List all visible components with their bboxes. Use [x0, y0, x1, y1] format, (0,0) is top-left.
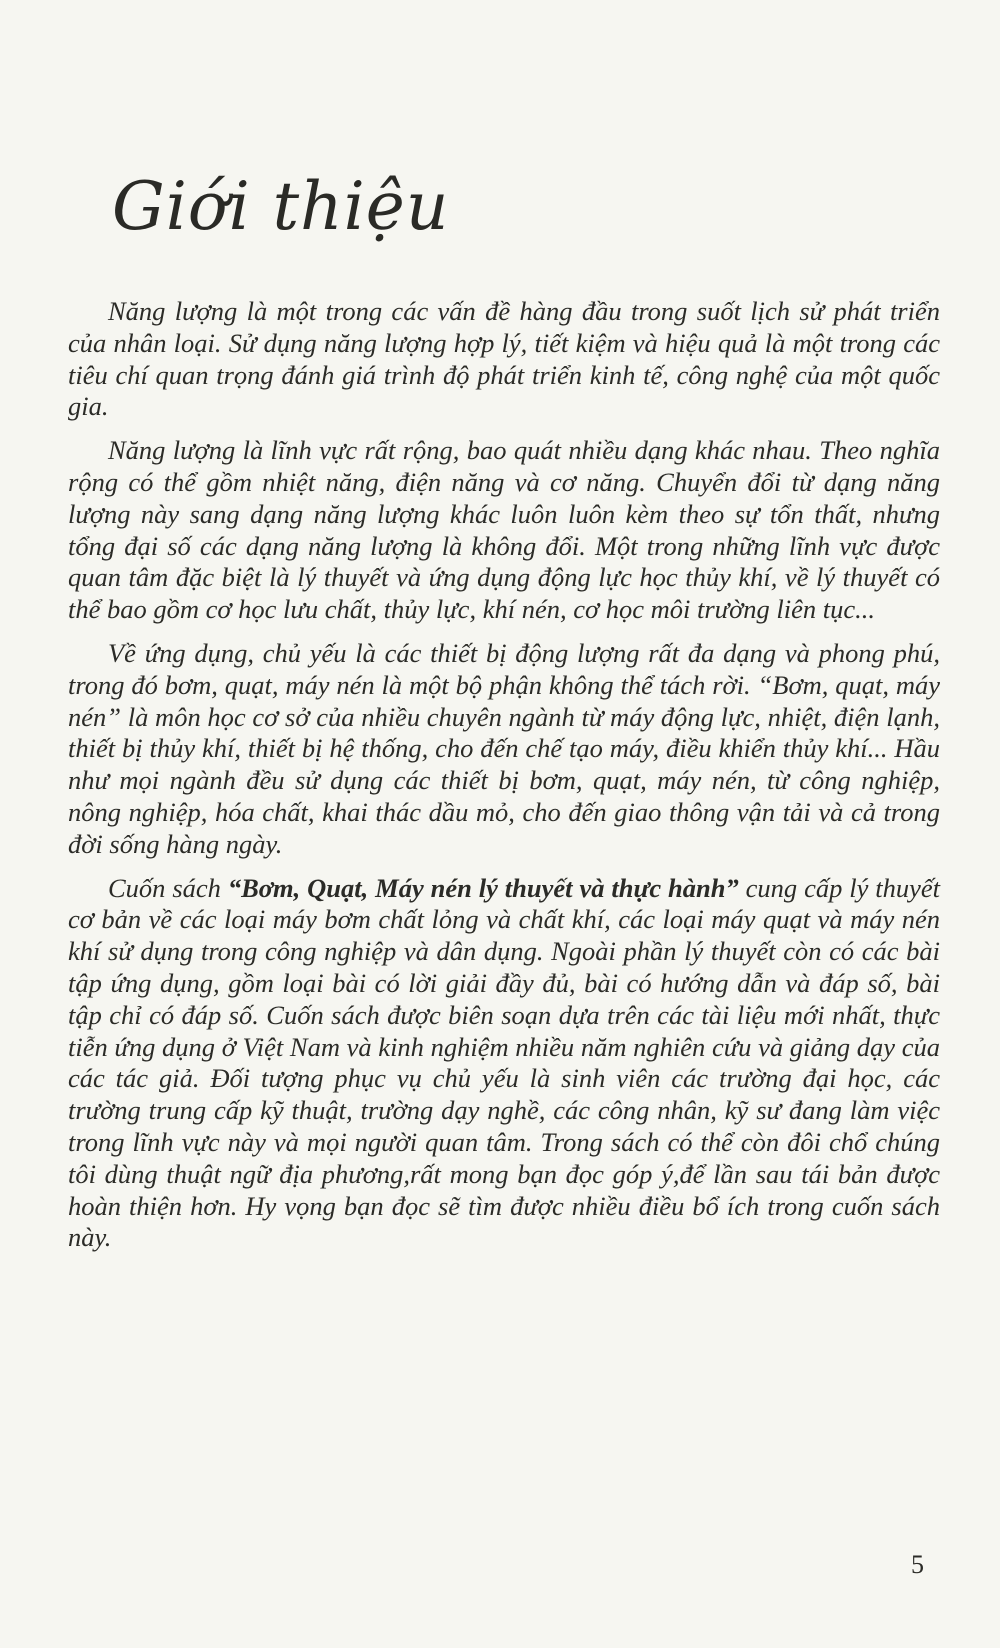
book-title: “Bơm, Quạt, Máy nén lý thuyết và thực hành” [227, 872, 739, 903]
page-title: Giới thiệu [112, 168, 450, 245]
page-number: 5 [911, 1550, 924, 1579]
paragraph-2: Năng lượng là lĩnh vực rất rộng, bao quát nhiều dạng khác nhau. Theo nghĩa rộng có thể gồm nhiệt năng, điện năng và cơ năng. Chuyển đổi từ dạng năng lượng này sang dạng năng lượng khác luôn luôn kèm theo sự tổn thất, nhưng tổng đại số các dạng năng lượng là không đổi. Một trong những lĩnh vực được quan tâm đặc biệt là lý thuyết và ứng dụng động lực học thủy khí, về lý thuyết có thể bao gồm cơ học lưu chất, thủy lực, khí nén, cơ học môi trường liên tục... [68, 435, 940, 625]
paragraph-3: Về ứng dụng, chủ yếu là các thiết bị động lượng rất đa dạng và phong phú, trong đó bơm, quạt, máy nén là một bộ phận không thể tách rời. “Bơm, quạt, máy nén” là môn học cơ sở của nhiều chuyên ngành từ máy động lực, nhiệt, điện lạnh, thiết bị thủy khí, thiết bị hệ thống, cho đến chế tạo máy, điều khiển thủy khí... Hầu như mọi ngành đều sử dụng các thiết bị bơm, quạt, máy nén, từ công nghiệp, nông nghiệp, hóa chất, khai thác dầu mỏ, cho đến giao thông vận tải và cả trong đời sống hàng ngày. [68, 637, 940, 859]
paragraph-1: Năng lượng là một trong các vấn đề hàng đầu trong suốt lịch sử phát triển của nhân loại. Sử dụng năng lượng hợp lý, tiết kiệm và hiệu quả là một trong các tiêu chí quan trọng đánh giá trình độ phát triển kinh tế, công nghệ của một quốc gia. [68, 296, 940, 422]
body-text [68, 296, 940, 1266]
paragraph-4 [68, 873, 940, 1255]
paragraph-4-rest: cung cấp lý thuyết cơ bản về các loại máy bơm chất lỏng và chất khí, các loại máy quạt và máy nén khí sử dụng trong công nghiệp và dân dụng. Ngoài phần lý thuyết còn có các bài tập ứng dụng, gồm loại bài có lời giải đầy đủ, bài có hướng dẫn và đáp số, bài tập chỉ có đáp số. Cuốn sách được biên soạn dựa trên các tài liệu mới nhất, thực tiễn ứng dụng ở Việt Nam và kinh nghiệm nhiều năm nghiên cứu và giảng dạy của các tác giả. Đối tượng phục vụ chủ yếu là sinh viên các trường đại học, các trường trung cấp kỹ thuật, trường dạy nghề, các công nhân, kỹ sư đang làm việc trong lĩnh vực này và mọi người quan tâm. Trong sách có thể còn đôi chổ chúng tôi dùng thuật ngữ địa phương,rất mong bạn đọc góp ý,để lần sau tái bản được hoàn thiện hơn. Hy vọng bạn đọc sẽ tìm được nhiều điều bổ ích trong cuốn sách này. [68, 872, 941, 1253]
paragraph-4-lead: Cuốn sách [108, 872, 228, 903]
